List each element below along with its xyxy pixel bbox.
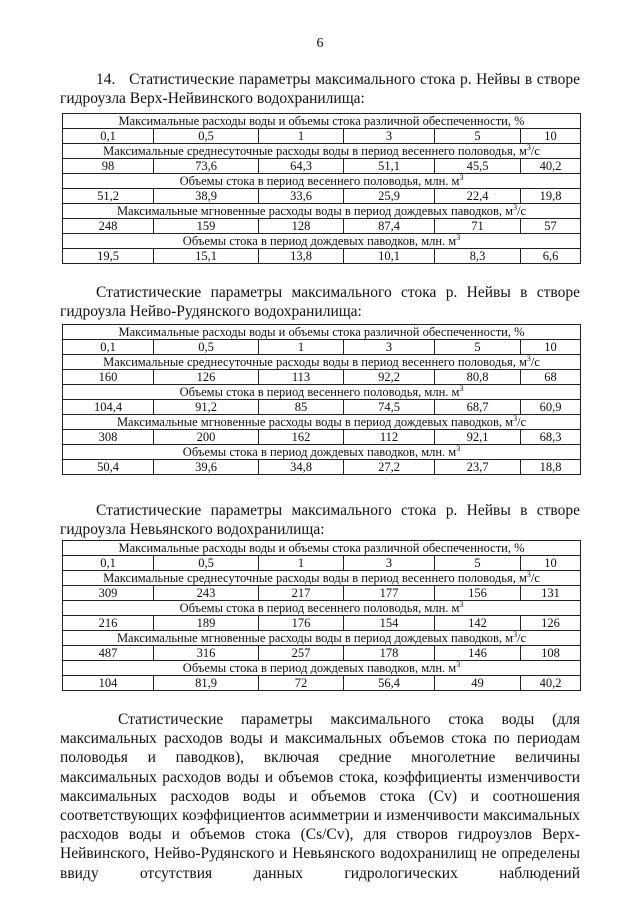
table-cell: 309 [63,586,154,601]
table-cell: 74,5 [344,400,435,415]
probability-row [63,340,581,355]
unit-superscript: 3 [459,600,464,609]
table-cell: 72 [259,676,344,691]
table-cell: 40,2 [521,159,581,174]
table-cell: 1 [259,340,344,355]
group-label-row [63,204,581,219]
group-label-row [63,234,581,249]
row-label: Максимальные среднесуточные расходы воды в период весеннего половодья, м [103,571,527,585]
table-cell: 33,6 [259,189,344,204]
table-header-row [63,325,581,340]
table-cell: 10,1 [344,249,435,264]
row-label: Максимальные расходы воды и объемы стока различной обеспеченности, % [118,114,525,128]
group-label-row-cell [63,631,581,646]
table-cell: 160 [63,370,154,385]
table-cell: 68,7 [435,400,521,415]
table-cell: 0,1 [63,340,154,355]
table-header-row-cell [63,541,581,556]
values-row [63,400,581,415]
table-cell: 49 [435,676,521,691]
table-cell: 8,3 [435,249,521,264]
table-cell: 178 [344,646,435,661]
row-label: Объемы стока в период дождевых паводков, млн. м [182,234,457,248]
group-label-row-cell [63,144,581,159]
group-label-row-cell [63,204,581,219]
group-label-row [63,445,581,460]
section-heading-3 [60,501,580,539]
table-cell: 22,4 [435,189,521,204]
group-label-row-cell [63,385,581,400]
heading-text: Статистические параметры максимального стока р. Нейвы в створе гидроузла Верх-Нейвинского водохранилища: [60,71,581,107]
unit-tail: /с [517,631,527,645]
unit-superscript: 3 [456,444,461,453]
group-label-row-cell [63,415,581,430]
table-cell: 71 [435,219,521,234]
values-row [63,460,581,475]
table-cell: 40,2 [521,676,581,691]
row-label: Объемы стока в период весеннего половодья, млн. м [179,385,460,399]
table-cell: 6,6 [521,249,581,264]
values-row [63,189,581,204]
table-cell: 19,8 [521,189,581,204]
table-cell: 128 [259,219,344,234]
table-cell: 308 [63,430,154,445]
table-cell: 243 [154,586,259,601]
table-cell: 216 [63,616,154,631]
table-cell: 10 [521,556,581,571]
table-cell: 25,9 [344,189,435,204]
table-cell: 56,4 [344,676,435,691]
table-cell: 142 [435,616,521,631]
heading-text: Статистические параметры максимального стока р. Нейвы в створе гидроузла Нейво-Рудянского водохранилища: [60,284,580,320]
stats-table-2 [62,324,581,475]
probability-row [63,556,581,571]
heading-text: Статистические параметры максимального стока р. Нейвы в створе гидроузла Невьянского водохранилища: [60,502,580,538]
row-label: Объемы стока в период весеннего половодья, млн. м [179,174,460,188]
table-cell: 5 [435,340,521,355]
table-cell: 57 [521,219,581,234]
table-cell: 92,2 [344,370,435,385]
unit-tail: /с [517,204,527,218]
group-label-row [63,601,581,616]
unit-tail: /с [530,355,540,369]
table-cell: 248 [63,219,154,234]
unit-superscript: 3 [459,384,464,393]
row-label: Максимальные расходы воды и объемы стока различной обеспеченности, % [118,541,525,555]
table-cell: 91,2 [154,400,259,415]
table-cell: 113 [259,370,344,385]
table-cell: 87,4 [344,219,435,234]
table-header-row-cell [63,325,581,340]
table-cell: 13,8 [259,249,344,264]
values-row [63,219,581,234]
table-cell: 15,1 [154,249,259,264]
unit-superscript: 3 [456,233,461,242]
unit-superscript: 3 [526,143,531,152]
table-cell: 156 [435,586,521,601]
page-number: 6 [316,36,324,51]
unit-superscript: 3 [456,660,461,669]
table-header-row-cell [63,114,581,129]
table-cell: 154 [344,616,435,631]
table-header-row [63,541,581,556]
table-cell: 108 [521,646,581,661]
row-label: Максимальные мгновенные расходы воды в период дождевых паводков, м [116,204,514,218]
section-heading-2 [60,283,580,321]
table-cell: 60,9 [521,400,581,415]
unit-superscript: 3 [526,354,531,363]
table-cell: 50,4 [63,460,154,475]
table-cell: 10 [521,129,581,144]
unit-superscript: 3 [526,570,531,579]
table-cell: 3 [344,340,435,355]
table-cell: 73,6 [154,159,259,174]
values-row [63,586,581,601]
table-cell: 39,6 [154,460,259,475]
table-cell: 257 [259,646,344,661]
unit-tail: /с [530,144,540,158]
table-cell: 200 [154,430,259,445]
paragraph-text: Статистические параметры максимального стока воды (для максимальных расходов воды и максимальных объемов стока по периодам половодья и паводков), включая средние многолетние величины максимальных расходов воды и объемов стока, коэффициенты изменчивости максимальных расходов воды и объемов стока (Cv) и соотношения соответствующих коэффициентов асимметрии и изменчивости максимальных расходов воды и объемов стока (Cs/Cv), для створов гидроузлов Верх-Нейвинского, Нейво-Рудянского и Невьянского водохранилищ не определены ввиду отсутствия данных гидрологических наблюдений [60,711,580,882]
table-cell: 104 [63,676,154,691]
values-row [63,676,581,691]
table-cell: 1 [259,556,344,571]
row-label: Максимальные мгновенные расходы воды в период дождевых паводков, м [116,631,514,645]
table-cell: 126 [154,370,259,385]
group-label-row [63,355,581,370]
table-cell: 51,2 [63,189,154,204]
group-label-row [63,631,581,646]
group-label-row-cell [63,174,581,189]
group-label-row-cell [63,661,581,676]
table-cell: 1 [259,129,344,144]
stats-table-1 [62,113,581,264]
table-cell: 316 [154,646,259,661]
group-label-row [63,661,581,676]
row-label: Максимальные расходы воды и объемы стока различной обеспеченности, % [118,325,525,339]
table-header-row [63,114,581,129]
table-cell: 92,1 [435,430,521,445]
table-cell: 18,8 [521,460,581,475]
group-label-row [63,415,581,430]
group-label-row [63,571,581,586]
table-cell: 3 [344,556,435,571]
row-label: Максимальные среднесуточные расходы воды в период весеннего половодья, м [103,355,527,369]
table-cell: 68 [521,370,581,385]
values-row [63,430,581,445]
table-cell: 0,5 [154,129,259,144]
heading-number: 14. [96,71,116,88]
table-cell: 5 [435,556,521,571]
unit-superscript: 3 [459,173,464,182]
table-cell: 0,1 [63,129,154,144]
values-row [63,646,581,661]
group-label-row-cell [63,571,581,586]
row-label: Объемы стока в период весеннего половодья, млн. м [179,601,460,615]
group-label-row [63,385,581,400]
table-cell: 45,5 [435,159,521,174]
values-row [63,249,581,264]
table-cell: 176 [259,616,344,631]
table-cell: 81,9 [154,676,259,691]
unit-superscript: 3 [513,203,518,212]
group-label-row [63,144,581,159]
table-cell: 80,8 [435,370,521,385]
table-cell: 98 [63,159,154,174]
table-cell: 146 [435,646,521,661]
table-cell: 189 [154,616,259,631]
row-label: Объемы стока в период дождевых паводков, млн. м [182,445,457,459]
row-label: Максимальные мгновенные расходы воды в период дождевых паводков, м [116,415,514,429]
table-cell: 85 [259,400,344,415]
table-cell: 23,7 [435,460,521,475]
group-label-row-cell [63,355,581,370]
table-cell: 217 [259,586,344,601]
row-label: Максимальные среднесуточные расходы воды в период весеннего половодья, м [103,144,527,158]
group-label-row-cell [63,601,581,616]
table-cell: 112 [344,430,435,445]
table-cell: 177 [344,586,435,601]
probability-row [63,129,581,144]
table-cell: 131 [521,586,581,601]
table-cell: 10 [521,340,581,355]
values-row [63,159,581,174]
unit-tail: /с [530,571,540,585]
group-label-row-cell [63,445,581,460]
unit-superscript: 3 [513,414,518,423]
group-label-row-cell [63,234,581,249]
values-row [63,370,581,385]
values-row [63,616,581,631]
table-cell: 104,4 [63,400,154,415]
section-heading-1 [60,70,580,108]
row-label: Объемы стока в период дождевых паводков, млн. м [182,661,457,675]
table-cell: 3 [344,129,435,144]
table-cell: 487 [63,646,154,661]
unit-tail: /с [517,415,527,429]
group-label-row [63,174,581,189]
table-cell: 64,3 [259,159,344,174]
table-cell: 0,5 [154,556,259,571]
table-cell: 38,9 [154,189,259,204]
table-cell: 68,3 [521,430,581,445]
table-cell: 162 [259,430,344,445]
table-cell: 5 [435,129,521,144]
table-cell: 0,1 [63,556,154,571]
body-paragraph [60,710,580,883]
table-cell: 126 [521,616,581,631]
stats-table-3 [62,540,581,691]
table-cell: 0,5 [154,340,259,355]
table-cell: 34,8 [259,460,344,475]
table-cell: 27,2 [344,460,435,475]
table-cell: 19,5 [63,249,154,264]
table-cell: 159 [154,219,259,234]
unit-superscript: 3 [513,630,518,639]
table-cell: 51,1 [344,159,435,174]
